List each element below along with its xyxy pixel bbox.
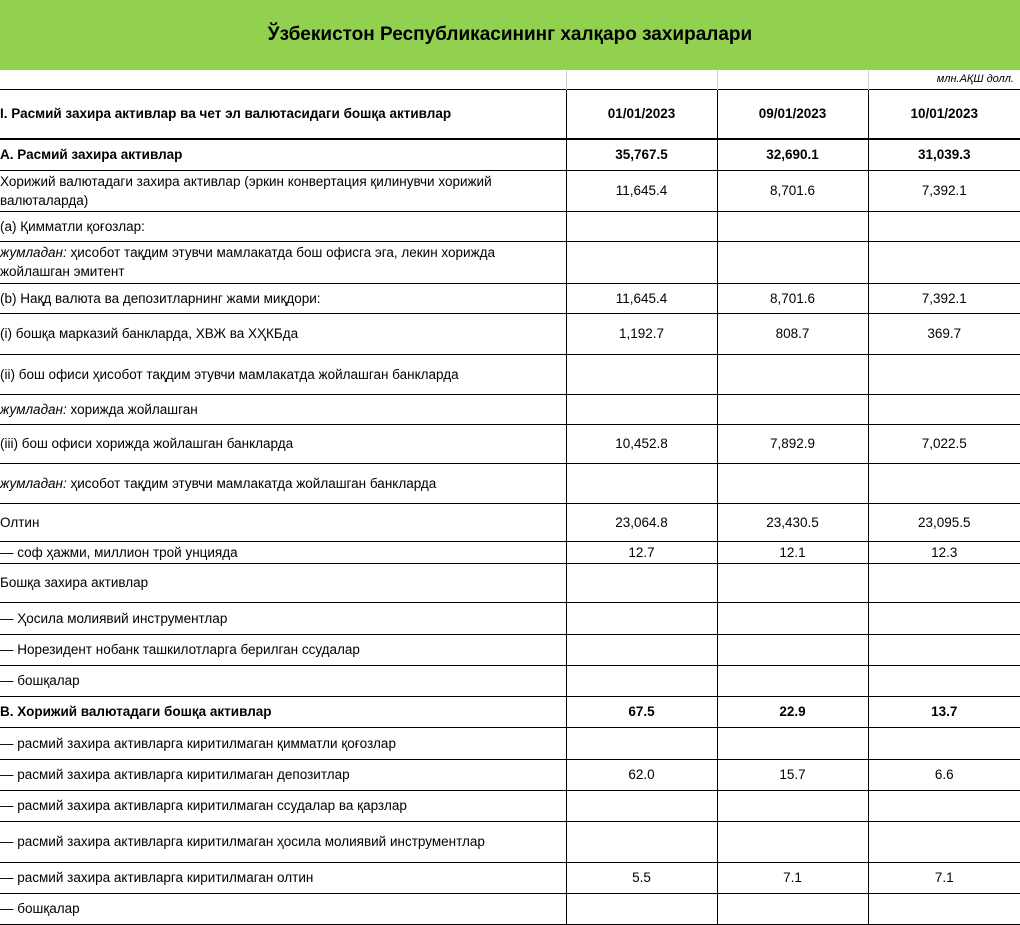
row-label: — расмий захира активларга киритилмаган депозитлар <box>0 759 566 790</box>
row-value: 808.7 <box>717 313 868 354</box>
table-row <box>0 241 1020 283</box>
table-row <box>0 634 1020 665</box>
row-value <box>868 634 1020 665</box>
row-value <box>566 790 717 821</box>
row-value <box>868 394 1020 424</box>
row-value: 23,430.5 <box>717 503 868 541</box>
row-label: — расмий захира активларга киритилмаган олтин <box>0 862 566 893</box>
row-label: (i) бошқа марказий банкларда, ХВЖ ва ХҲКБда <box>0 313 566 354</box>
row-value <box>868 790 1020 821</box>
row-value: 11,645.4 <box>566 170 717 211</box>
row-value: 22.9 <box>717 696 868 727</box>
table-row <box>0 790 1020 821</box>
header-label: I. Расмий захира активлар ва чет эл валютасидаги бошқа активлар <box>0 89 566 139</box>
row-value <box>868 602 1020 634</box>
row-label: (iii) бош офиси хорижда жойлашган банкларда <box>0 424 566 463</box>
row-value <box>868 463 1020 503</box>
row-label <box>0 394 566 424</box>
row-value <box>566 821 717 862</box>
row-label: Хорижий валютадаги захира активлар (эркин конвертация қилинувчи хорижий валюталарда) <box>0 170 566 211</box>
row-value <box>868 665 1020 696</box>
header-date: 01/01/2023 <box>566 89 717 139</box>
row-value: 7,392.1 <box>868 283 1020 313</box>
table-row <box>0 313 1020 354</box>
row-value <box>566 563 717 602</box>
row-value: 6.6 <box>868 759 1020 790</box>
table-row <box>0 727 1020 759</box>
table-row <box>0 541 1020 563</box>
row-value: 7,022.5 <box>868 424 1020 463</box>
table-row <box>0 503 1020 541</box>
row-value <box>717 790 868 821</box>
row-value: 35,767.5 <box>566 139 717 170</box>
row-value <box>717 241 868 283</box>
row-value: 8,701.6 <box>717 170 868 211</box>
row-value <box>566 241 717 283</box>
row-value <box>717 727 868 759</box>
row-value <box>566 893 717 924</box>
row-prefix: жумладан: <box>0 475 67 491</box>
row-label-text: ҳисобот тақдим этувчи мамлакатда бош офисга эга, лекин хорижда жойлашган эмитент <box>0 245 496 279</box>
unit-label: млн.АҚШ долл. <box>868 70 1020 89</box>
table-row <box>0 563 1020 602</box>
row-prefix: жумладан: <box>0 245 67 260</box>
row-label-text: ҳисобот тақдим этувчи мамлакатда жойлашган банкларда <box>66 475 437 491</box>
row-value: 67.5 <box>566 696 717 727</box>
row-value <box>717 821 868 862</box>
row-label: Олтин <box>0 503 566 541</box>
table-header-row <box>0 89 1020 139</box>
page-title: Ўзбекистон Республикасининг халқаро захиралари <box>267 24 753 45</box>
table-row <box>0 821 1020 862</box>
row-value <box>566 463 717 503</box>
header-date: 10/01/2023 <box>868 89 1020 139</box>
row-value: 7,392.1 <box>868 170 1020 211</box>
table-row <box>0 759 1020 790</box>
header-date: 09/01/2023 <box>717 89 868 139</box>
row-label: A. Расмий захира активлар <box>0 139 566 170</box>
row-value: 7.1 <box>717 862 868 893</box>
row-value <box>717 354 868 394</box>
row-value: 31,039.3 <box>868 139 1020 170</box>
row-value: 12.3 <box>868 541 1020 563</box>
table-row <box>0 394 1020 424</box>
row-label: (a) Қимматли қоғозлар: <box>0 211 566 241</box>
row-value <box>717 602 868 634</box>
row-value <box>717 211 868 241</box>
row-value: 12.7 <box>566 541 717 563</box>
row-value: 11,645.4 <box>566 283 717 313</box>
row-label: — расмий захира активларга киритилмаган қимматли қоғозлар <box>0 727 566 759</box>
row-value <box>868 563 1020 602</box>
row-value: 5.5 <box>566 862 717 893</box>
row-value: 10,452.8 <box>566 424 717 463</box>
row-value <box>566 354 717 394</box>
row-value <box>868 727 1020 759</box>
table-row <box>0 211 1020 241</box>
row-value: 7.1 <box>868 862 1020 893</box>
row-value <box>868 241 1020 283</box>
table-row <box>0 424 1020 463</box>
row-label <box>0 463 566 503</box>
row-value <box>868 821 1020 862</box>
row-value <box>868 893 1020 924</box>
row-value <box>717 463 868 503</box>
table-row <box>0 602 1020 634</box>
row-value <box>717 394 868 424</box>
row-value: 8,701.6 <box>717 283 868 313</box>
row-prefix: жумладан: <box>0 401 67 417</box>
row-value: 32,690.1 <box>717 139 868 170</box>
table-row <box>0 893 1020 924</box>
table-row <box>0 139 1020 170</box>
row-value: 369.7 <box>868 313 1020 354</box>
row-value <box>566 727 717 759</box>
row-value <box>868 354 1020 394</box>
row-value: 62.0 <box>566 759 717 790</box>
row-value <box>566 602 717 634</box>
row-value <box>717 563 868 602</box>
row-value <box>566 665 717 696</box>
row-value: 23,064.8 <box>566 503 717 541</box>
table-row <box>0 665 1020 696</box>
row-value: 12.1 <box>717 541 868 563</box>
table-row <box>0 862 1020 893</box>
row-value <box>868 211 1020 241</box>
row-value <box>717 634 868 665</box>
row-value <box>566 634 717 665</box>
table-row <box>0 696 1020 727</box>
row-label-text: хорижда жойлашган <box>66 401 198 417</box>
row-value <box>566 211 717 241</box>
row-label <box>0 241 566 283</box>
row-label: Бошқа захира активлар <box>0 563 566 602</box>
row-value <box>717 893 868 924</box>
row-label: B. Хорижий валютадаги бошқа активлар <box>0 696 566 727</box>
row-value <box>566 394 717 424</box>
row-label: — соф ҳажми, миллион трой унцияда <box>0 541 566 563</box>
row-label: — Норезидент нобанк ташкилотларга берилган ссудалар <box>0 634 566 665</box>
row-label: — Ҳосила молиявий инструментлар <box>0 602 566 634</box>
row-value: 13.7 <box>868 696 1020 727</box>
row-value: 1,192.7 <box>566 313 717 354</box>
reserves-table <box>0 70 1020 925</box>
row-value: 7,892.9 <box>717 424 868 463</box>
row-value: 23,095.5 <box>868 503 1020 541</box>
row-label: — расмий захира активларга киритилмаган ссудалар ва қарзлар <box>0 790 566 821</box>
row-label: — бошқалар <box>0 893 566 924</box>
row-value: 15.7 <box>717 759 868 790</box>
row-value <box>717 665 868 696</box>
table-row <box>0 354 1020 394</box>
table-row <box>0 283 1020 313</box>
table-row <box>0 463 1020 503</box>
row-label: (b) Нақд валюта ва депозитларнинг жами миқдори: <box>0 283 566 313</box>
page-title-banner <box>0 0 1020 70</box>
row-label: — бошқалар <box>0 665 566 696</box>
row-label: (ii) бош офиси ҳисобот тақдим этувчи мамлакатда жойлашган банкларда <box>0 354 566 394</box>
row-label: — расмий захира активларга киритилмаган ҳосила молиявий инструментлар <box>0 821 566 862</box>
table-row <box>0 170 1020 211</box>
unit-row <box>0 70 1020 89</box>
